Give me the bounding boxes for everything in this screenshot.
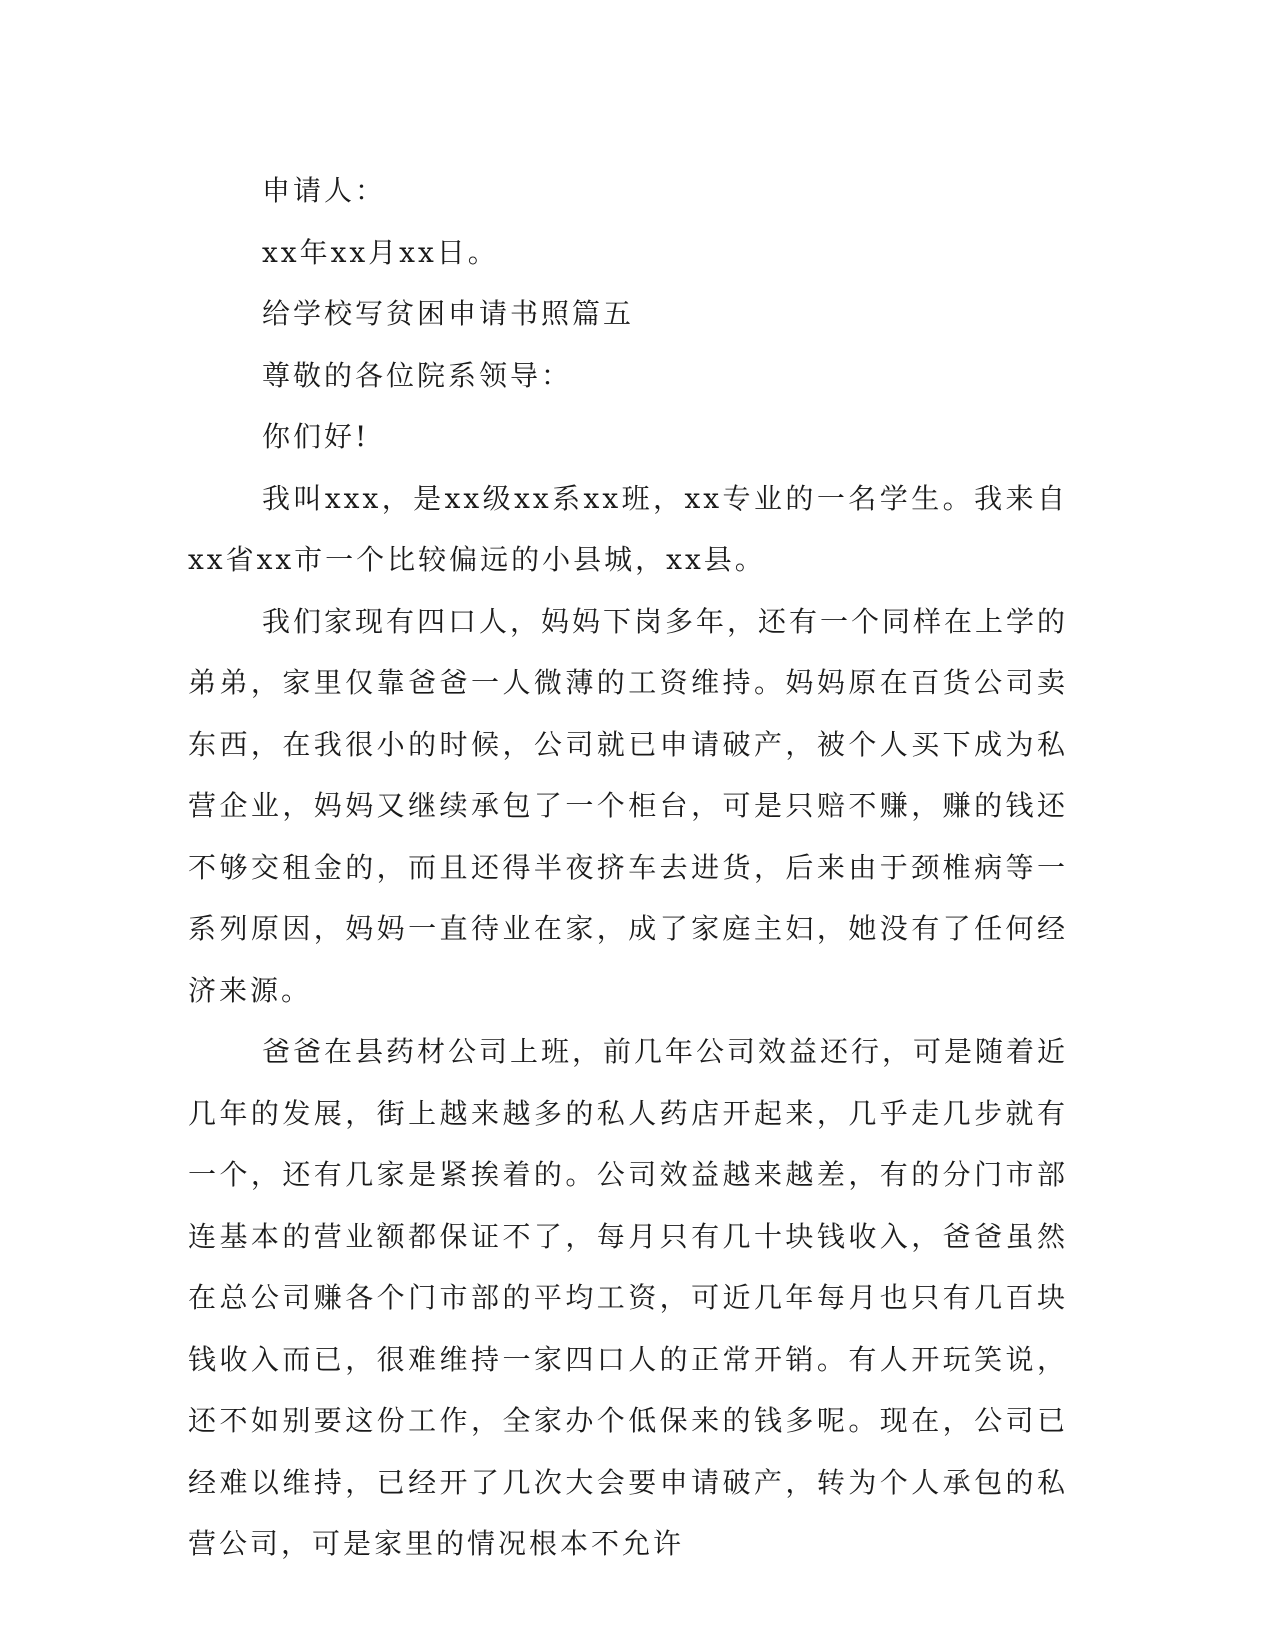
greeting: 你们好! [262,420,370,453]
salutation: 尊敬的各位院系领导： [262,358,573,392]
section-title: 给学校写贫困申请书照篇五 [262,297,635,330]
paragraph-family-mother: 我们家现有四口人，妈妈下岗多年，还有一个同样在上学的弟弟，家里仅靠爸爸一人微薄的工资维持。妈妈原在百货公司卖东西，在我很小的时候，公司就已申请破产，被个人买下成为私营企业，妈妈又继续承包了一个柜台，可是只赔不赚，赚的钱还不够交租金的，而且还得半夜挤车去进货，后来由于颈椎病等一系列原因，妈妈一直待业在家，成了家庭主妇，她没有了任何经济来源。 [188,604,1069,1007]
applicant-line: 申请人： [262,174,387,207]
date-line: xx年xx月xx日。 [262,235,499,269]
document-body [188,160,1068,1575]
paragraph-family-father: 爸爸在县药材公司上班，前几年公司效益还行，可是随着近几年的发展，街上越来越多的私人药店开起来，几乎走几步就有一个，还有几家是紧挨着的。公司效益越来越差，有的分门市部连基本的营业额都保证不了，每月只有几十块钱收入，爸爸虽然在总公司赚各个门市部的平均工资，可近几年每月也只有几百块钱收入而已，很难维持一家四口人的正常开销。有人开玩笑说，还不如别要这份工作，全家办个低保来的钱多呢。现在，公司已经难以维持，已经开了几次大会要申请破产，转为个人承包的私营公司，可是家里的情况根本不允许 [188,1035,1069,1560]
paragraph-introduction: 我叫xxx，是xx级xx系xx班，xx专业的一名学生。我来自xx省xx市一个比较偏远的小县城，xx县。 [188,481,1068,576]
